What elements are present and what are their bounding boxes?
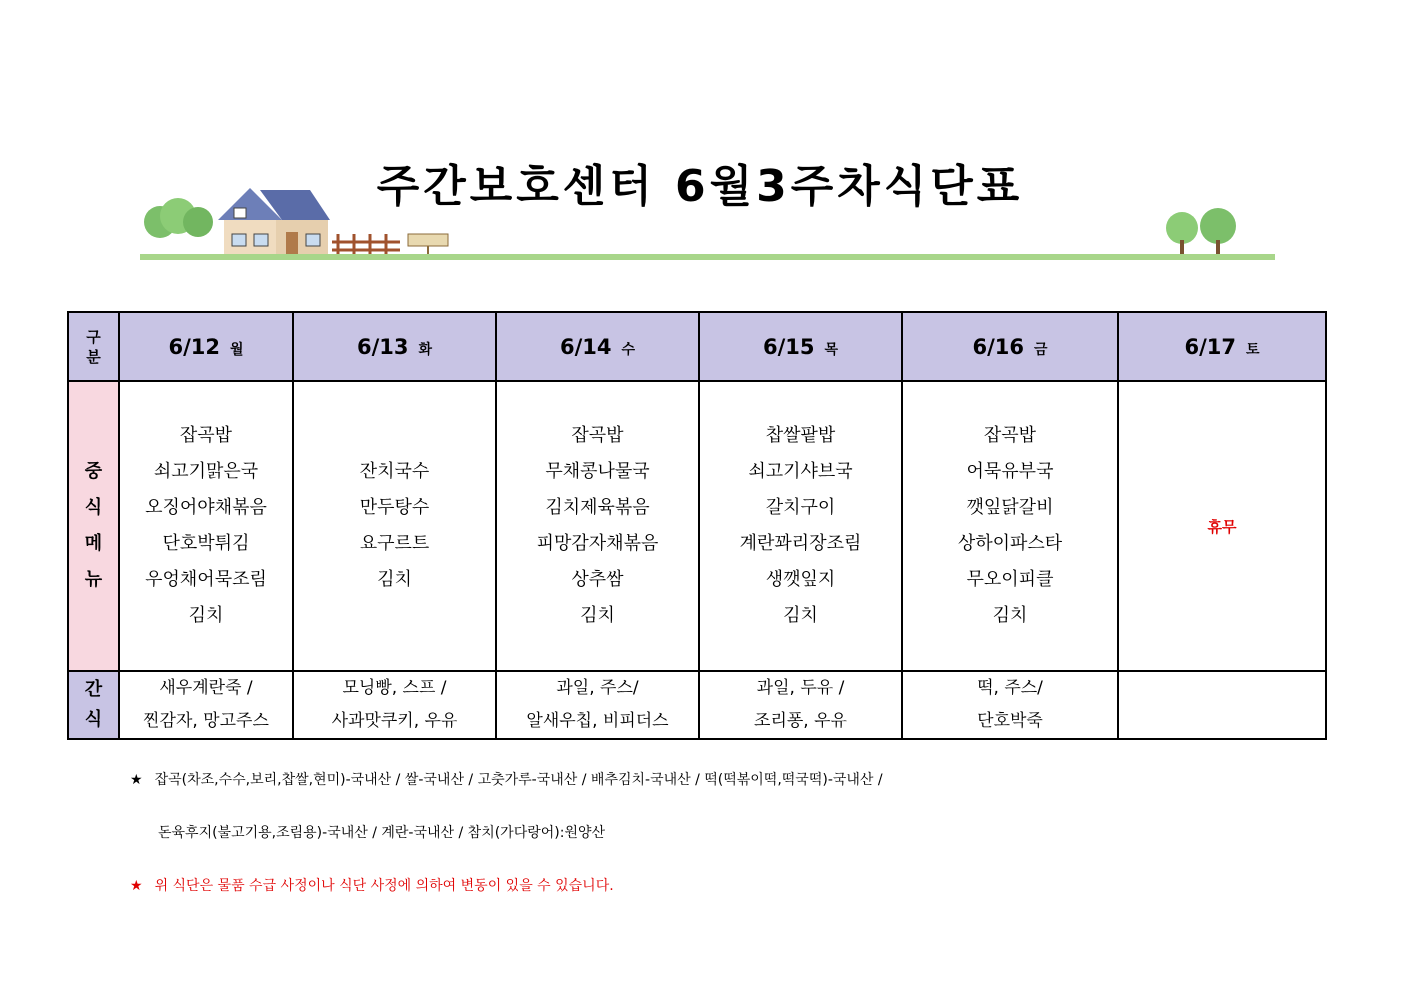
menu-item: 쇠고기맑은국 — [153, 461, 259, 482]
star-icon: ★ — [130, 878, 143, 894]
note-line-2: 돈육후지(불고기용,조림용)-국내산 / 계란-국내산 / 참치(가다랑어):원양산 — [158, 825, 606, 841]
snack-fri: 떡, 주스/ 단호박죽 — [902, 671, 1118, 739]
snack-sat — [1118, 671, 1326, 739]
gubun-label: 구분 — [68, 312, 119, 381]
header-row — [68, 312, 1326, 381]
menu-item: 김치 — [377, 569, 412, 590]
lunch-menu-fri — [902, 381, 1118, 671]
lunch-menu-mon — [119, 381, 293, 671]
lunch-label: 중식메뉴 — [68, 381, 119, 671]
tree-icon — [144, 198, 213, 238]
menu-item: 상하이파스타 — [957, 533, 1063, 554]
signboard-icon — [408, 234, 448, 256]
menu-item: 단호박튀김 — [162, 533, 250, 554]
lunch-row — [68, 381, 1326, 671]
lunch-menu-wed — [496, 381, 699, 671]
snack-label: 간식 — [68, 671, 119, 739]
menu-item: 계란꽈리장조림 — [739, 533, 862, 554]
menu-item: 김치 — [188, 605, 224, 626]
day-header-tue: 6/13 화 — [293, 312, 496, 381]
menu-item: 김치 — [783, 605, 818, 626]
notice-line: ★ 위 식단은 물품 수급 사정이나 식단 사정에 의하여 변동이 있을 수 있습니다. — [130, 878, 614, 894]
menu-table — [67, 311, 1327, 740]
snack-wed: 과일, 주스/ 알새우칩, 비피더스 — [496, 671, 699, 739]
menu-item: 생깻잎지 — [765, 569, 836, 590]
menu-item: 찹쌀팥밥 — [765, 425, 836, 446]
menu-item: 만두탕수 — [359, 497, 430, 518]
menu-item: 무채콩나물국 — [545, 461, 650, 482]
star-icon: ★ — [130, 772, 143, 788]
closed-label: 휴무 — [1207, 517, 1237, 536]
menu-item: 쇠고기샤브국 — [748, 461, 853, 482]
snack-thu: 과일, 두유 / 조리퐁, 우유 — [699, 671, 902, 739]
menu-item: 깻잎닭갈비 — [966, 497, 1054, 518]
grass-strip — [140, 254, 1275, 260]
menu-item — [294, 598, 495, 634]
menu-item: 우엉채어묵조림 — [145, 569, 267, 590]
day-header-sat: 6/17 토 — [1118, 312, 1326, 381]
menu-item: 갈치구이 — [765, 497, 836, 518]
tree-icon — [1166, 208, 1236, 256]
menu-item: 잡곡밥 — [983, 425, 1037, 446]
snack-tue: 모닝빵, 스프 / 사과맛쿠키, 우유 — [293, 671, 496, 739]
lunch-menu-thu — [699, 381, 902, 671]
menu-item: 피망감자채볶음 — [536, 533, 659, 554]
note-line-1: ★ 잡곡(차조,수수,보리,찹쌀,현미)-국내산 / 쌀-국내산 / 고춧가루-국내산 / 배추김치-국내산 / 떡(떡볶이떡,떡국떡)-국내산 / — [130, 772, 883, 788]
menu-item: 어묵유부국 — [966, 461, 1054, 482]
menu-item: 상추쌈 — [571, 569, 624, 590]
day-header-thu: 6/15 목 — [699, 312, 902, 381]
origin-notes — [130, 770, 883, 929]
day-header-mon: 6/12 월 — [119, 312, 293, 381]
lunch-menu-tue — [293, 381, 496, 671]
menu-item: 잔치국수 — [359, 461, 430, 482]
day-header-fri: 6/16 금 — [902, 312, 1118, 381]
page-title: 주간보호센터 6월3주차식단표 — [376, 161, 1024, 212]
menu-item: 김치 — [580, 605, 615, 626]
snack-row — [68, 671, 1326, 739]
menu-item: 요구르트 — [359, 533, 430, 554]
menu-item: 오징어야채볶음 — [145, 497, 267, 518]
day-header-wed: 6/14 수 — [496, 312, 699, 381]
menu-item: 잡곡밥 — [179, 425, 233, 446]
lunch-menu-sat — [1118, 381, 1326, 671]
snack-mon: 새우계란죽 / 찐감자, 망고주스 — [119, 671, 293, 739]
menu-item: 무오이피클 — [966, 569, 1054, 590]
menu-item: 김치 — [992, 605, 1028, 626]
menu-item — [294, 418, 495, 454]
menu-item: 김치제육볶음 — [545, 497, 650, 518]
fence-icon — [332, 234, 400, 256]
menu-item: 잡곡밥 — [571, 425, 624, 446]
